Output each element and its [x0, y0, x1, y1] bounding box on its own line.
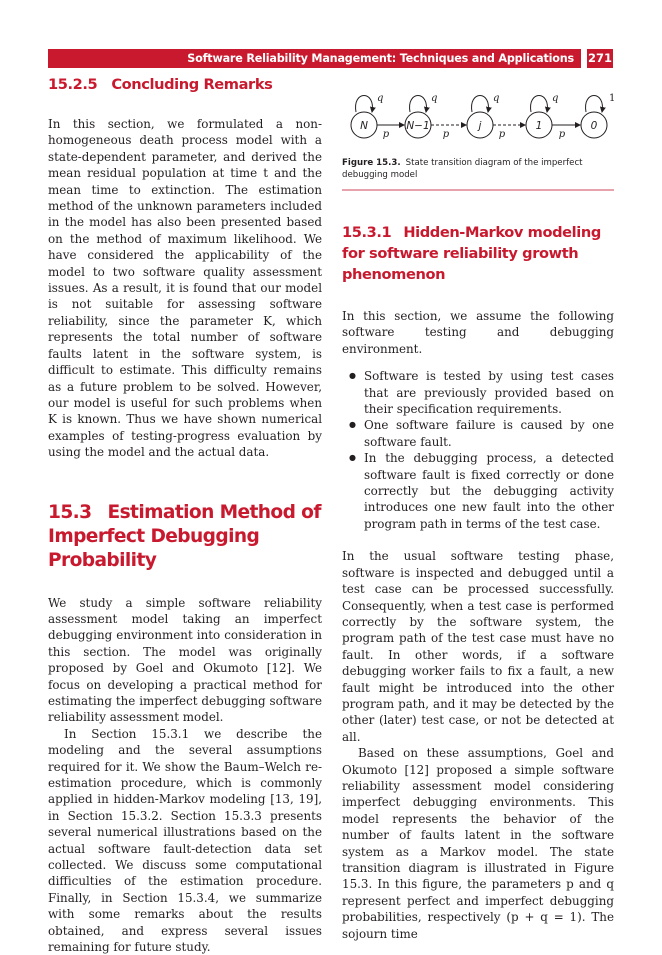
running-header: Software Reliability Management: Techniques and Applications: [48, 49, 581, 68]
loop-label-N: q: [377, 93, 384, 104]
state-label-0: 0: [590, 120, 598, 132]
right-column: [342, 222, 614, 942]
section-number: 15.3: [48, 501, 92, 523]
section-title: Estimation Method of Imperfect Debugging Probability: [48, 501, 321, 571]
transition-label-p-4: p: [558, 129, 566, 140]
state-label-N: N: [360, 120, 368, 132]
self-loop-N: [356, 96, 373, 113]
list-item: ● Software is tested by using test cases that are previously provided based on their specification requirements.: [342, 368, 614, 417]
section-15-3-1-paragraph-2: Based on these assumptions, Goel and Okumoto [12] proposed a simple software reliability assessment model considering imperfect debugging environments. This model represents the behavior of the number of faults latent in the software system as a Markov model. The state transition diagram is illustrated in Figure 15.3. In this figure, the parameters p and q represent perfect and imperfect debugging probabilities, respectively (p + q = 1). The sojourn time: [342, 746, 614, 941]
loop-label-0: 1: [609, 93, 616, 104]
section-title: Concluding Remarks: [111, 76, 273, 93]
left-column: [48, 76, 322, 955]
transition-label-p-1: p: [382, 129, 390, 140]
figure-caption-text: State transition diagram of the imperfect debugging model: [342, 158, 583, 180]
state-transition-diagram: [342, 82, 614, 152]
page-number: 271: [587, 49, 613, 68]
markov-chain-svg: [342, 82, 614, 152]
concluding-remarks-paragraph: In this section, we formulated a non-homogeneous death process model with a state-dependent parameter, and derived the mean residual population at time t and the mean time to extinction. The estimation method of the unknown parameters included in the model has also been presented based on the method of maximum likelihood. We have considered the applicability of the model to two software quality assessment issues. As a result, it is found that our model is not suitable for assessing software reliability, since the parameter K, which represents the total number of software faults latent in the software system, is difficult to estimate. This difficulty remains as a future problem to be solved. However, our model is useful for such problems when K is known. Thus we have shown numerical examples of testing-progress evaluation by using the model and the actual data.: [48, 117, 322, 460]
section-title: Hidden-Markov modeling for software reliability growth phenomenon: [342, 224, 601, 283]
state-label-j: j: [478, 120, 482, 132]
self-loop-j: [472, 96, 489, 113]
list-item: ● In the debugging process, a detected software fault is fixed correctly or done correctly but the debugging activity introduces one new fault into the other program path in terms of the test case.: [342, 450, 614, 532]
section-15-3-paragraph-1: We study a simple software reliability assessment model taking an imperfect debugging environment into consideration in this section. The model was originally proposed by Goel and Okumoto [12]. We focus on developing a practical method for estimating the imperfect debugging software reliability assessment model.: [48, 595, 322, 725]
figure-divider: [342, 189, 614, 191]
self-loop-N-1: [410, 96, 427, 113]
figure-caption: [342, 158, 614, 181]
transition-label-p-3: p: [498, 129, 506, 140]
list-item: ● One software failure is caused by one software fault.: [342, 417, 614, 450]
section-15-3-1-paragraph-1: In the usual software testing phase, software is inspected and debugged until a test case can be processed successfully. Consequently, when a test case is performed correctly by the software system, the program path of the test case must have no fault. In other words, if a software debugging worker fails to fix a fault, a new fault might be introduced into the other program path, and it may be detected by the other (later) test case, or not be detected at all.: [342, 549, 614, 744]
self-loop-0: [586, 96, 603, 113]
section-15-3-1-heading: [342, 222, 614, 285]
section-15-2-5-heading: [48, 76, 322, 94]
section-15-3-paragraph-2: In Section 15.3.1 we describe the modeling and the several assumptions required for it. We show the Baum–Welch re-estimation procedure, which is commonly applied in hidden-Markov modeling [13, 19], in Section 15.3.2. Section 15.3.3 presents several numerical illustrations based on the actual software fault-detection data set collected. We discuss some computational difficulties of the estimation procedure. Finally, in Section 15.3.4, we summarize with some remarks about the results obtained, and express several issues remaining for future study.: [48, 726, 322, 955]
self-loop-1: [531, 96, 548, 113]
transition-label-p-2: p: [442, 129, 450, 140]
state-label-1: 1: [535, 120, 543, 132]
section-number: 15.3.1: [342, 224, 392, 241]
section-number: 15.2.5: [48, 76, 98, 93]
figure-label: Figure 15.3.: [342, 158, 401, 168]
section-15-3-heading: [48, 501, 322, 573]
state-label-N-1: N−1: [406, 120, 430, 132]
loop-label-1: q: [552, 93, 559, 104]
loop-label-N-1: q: [431, 93, 438, 104]
section-15-3-1-intro: In this section, we assume the following software testing and debugging environment.: [342, 309, 614, 356]
assumption-list: [342, 368, 614, 532]
loop-label-j: q: [493, 93, 500, 104]
